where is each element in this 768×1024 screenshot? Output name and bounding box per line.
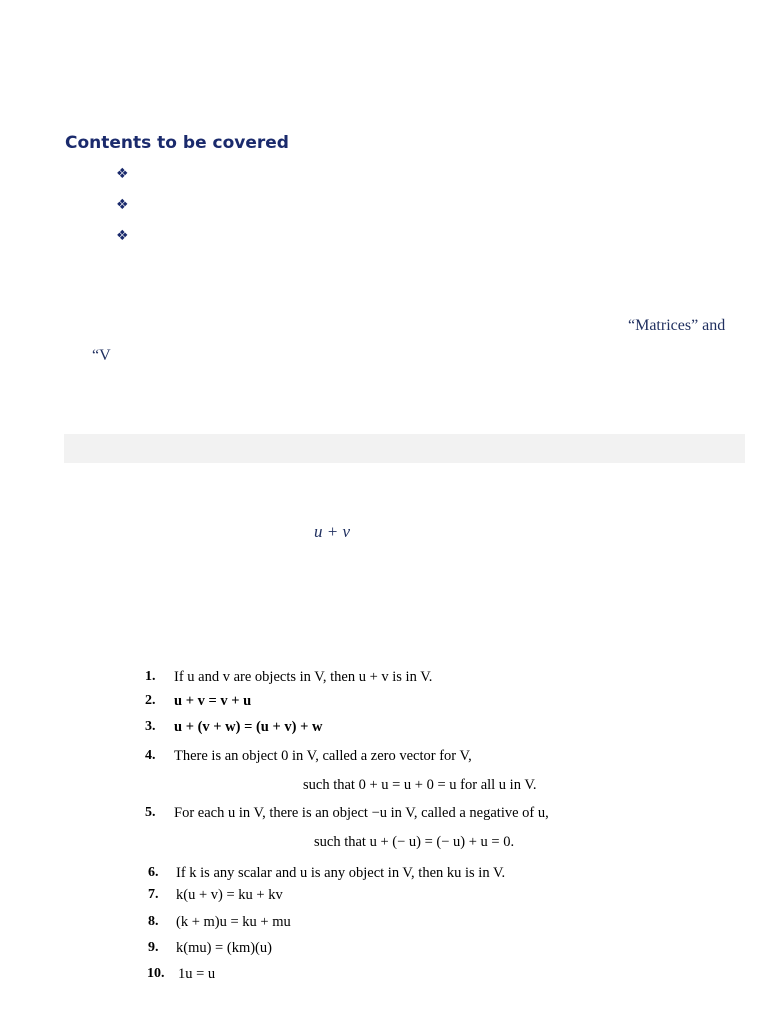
text-fragment-matrices: “Matrices” and bbox=[628, 317, 726, 334]
axiom-number: 7. bbox=[148, 887, 159, 902]
axiom-number: 6. bbox=[148, 865, 159, 880]
axiom-text: There is an object 0 in V, called a zero vector for V, bbox=[174, 748, 472, 764]
axiom-number: 8. bbox=[148, 914, 159, 929]
bullet-icon: ❖ bbox=[116, 197, 129, 213]
axiom-text: (k + m)u = ku + mu bbox=[176, 914, 291, 930]
axiom-number: 9. bbox=[148, 940, 159, 955]
axiom-text: k(mu) = (km)(u) bbox=[176, 940, 272, 956]
axiom-number: 5. bbox=[145, 805, 156, 820]
axiom-text: u + (v + w) = (u + v) + w bbox=[174, 719, 323, 735]
axiom-text: such that 0 + u = u + 0 = u for all u in V. bbox=[303, 777, 537, 793]
expression-u-plus-v: u + v bbox=[314, 522, 351, 541]
bullet-icon: ❖ bbox=[116, 166, 129, 182]
axiom-text: 1u = u bbox=[178, 966, 216, 982]
axiom-text: For each u in V, there is an object −u in V, called a negative of u, bbox=[174, 805, 549, 821]
axiom-number: 3. bbox=[145, 719, 156, 734]
axiom-text: such that u + (− u) = (− u) + u = 0. bbox=[314, 834, 515, 850]
axiom-number: 1. bbox=[145, 669, 156, 684]
shaded-band bbox=[64, 434, 745, 463]
bullet-icon: ❖ bbox=[116, 228, 129, 244]
axiom-text: If k is any scalar and u is any object in V, then ku is in V. bbox=[176, 865, 506, 881]
axiom-number: 4. bbox=[145, 748, 156, 763]
text-fragment-v: “V bbox=[92, 347, 111, 364]
axiom-text: u + v = v + u bbox=[174, 693, 252, 709]
axiom-number: 10. bbox=[147, 966, 165, 981]
axiom-text: If u and v are objects in V, then u + v is in V. bbox=[174, 669, 433, 685]
axiom-text: k(u + v) = ku + kv bbox=[176, 887, 283, 903]
section-heading: Contents to be covered bbox=[65, 133, 289, 153]
axiom-number: 2. bbox=[145, 693, 156, 708]
